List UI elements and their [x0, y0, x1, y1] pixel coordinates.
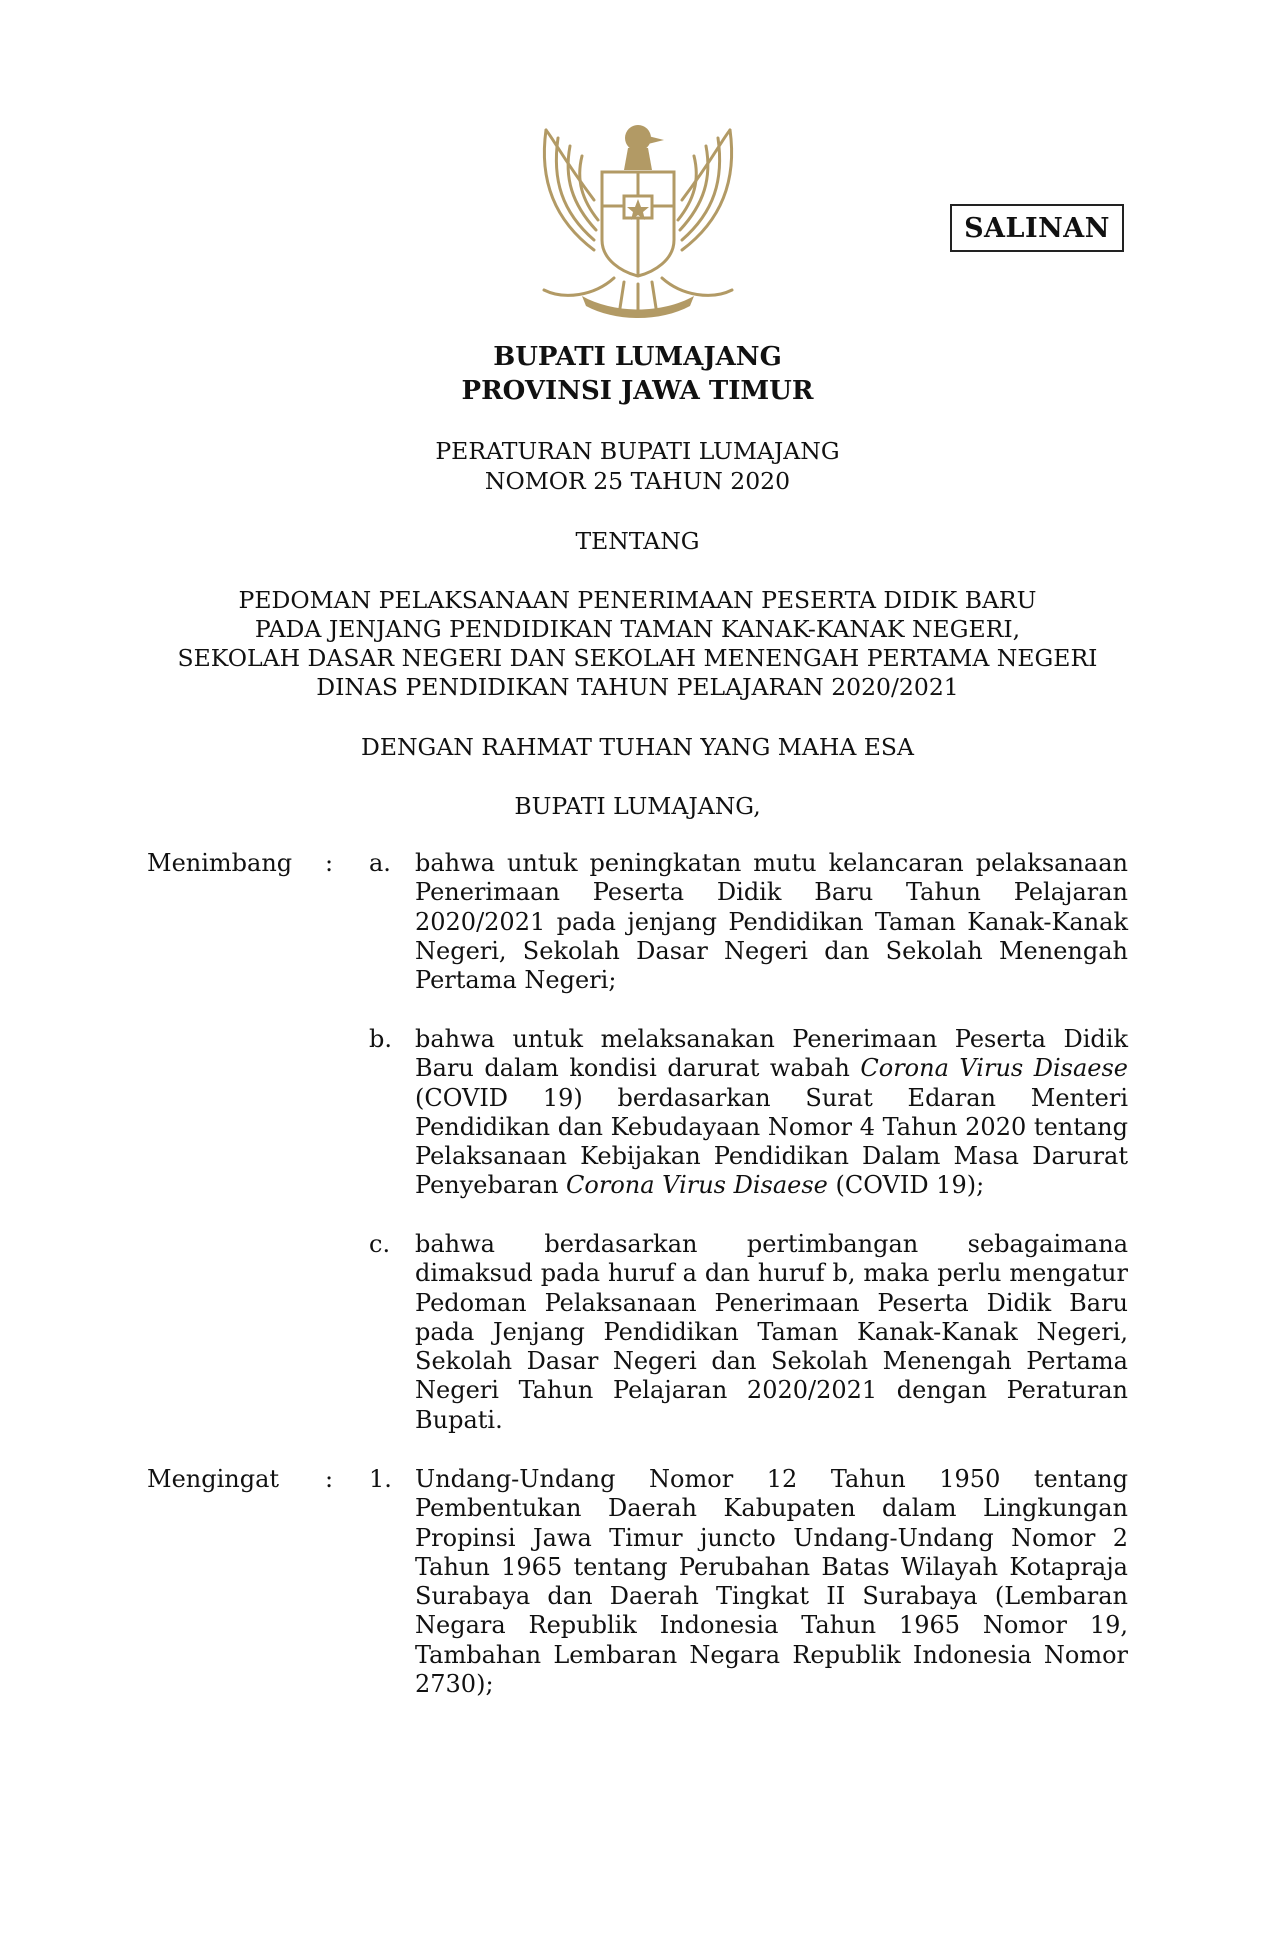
item-b-text-3: (COVID 19);: [827, 1171, 985, 1200]
menimbang-label: Menimbang: [147, 849, 293, 877]
blessing-line: DENGAN RAHMAT TUHAN YANG MAHA ESA: [360, 733, 915, 761]
garuda-pancasila-emblem: [524, 100, 752, 322]
item-b-italic-1: Corona Virus Disaese: [860, 1054, 1129, 1083]
mengingat-label: Mengingat: [147, 1465, 280, 1493]
menimbang-item-a: bahwa untuk peningkatan mutu kelancaran pelaksanaan Penerimaan Peserta Didik Baru Tahun Pelajaran 2020/2021 pada jenjang Pendidikan Taman Kanak-Kanak Negeri, Sekolah Dasar Negeri dan Sekolah Menengah Pertama Negeri;: [415, 849, 1128, 995]
menimbang-item-c: bahwa berdasarkan pertimbangan sebagaimana dimaksud pada huruf a dan huruf b, maka perlu mengatur Pedoman Pelaksanaan Penerimaan Peserta Didik Baru pada Jenjang Pendidikan Taman Kanak-Kanak Negeri, Sekolah Dasar Negeri dan Sekolah Menengah Pertama Negeri Tahun Pelajaran 2020/2021 dengan Peraturan Bupati.: [415, 1230, 1128, 1434]
header-line-2: PROVINSI JAWA TIMUR: [461, 376, 814, 406]
menimbang-colon: :: [325, 849, 334, 877]
item-b-text-2: (COVID 19) berdasarkan Surat Edaran Menteri Pendidikan dan Kebudayaan Nomor 4 Tahun 2020 tentang Pelaksanaan Kebijakan Pendidikan Dalam Masa Darurat Penyebaran: [415, 1083, 1128, 1200]
header-line-1: BUPATI LUMAJANG: [493, 342, 782, 372]
mengingat-colon: :: [325, 1465, 334, 1493]
issuer-line: BUPATI LUMAJANG,: [514, 792, 761, 820]
subject-line: SEKOLAH DASAR NEGERI DAN SEKOLAH MENENGAH PERTAMA NEGERI: [177, 644, 1098, 672]
subject-line: PADA JENJANG PENDIDIKAN TAMAN KANAK-KANAK NEGERI,: [254, 615, 1021, 643]
regulation-number: NOMOR 25 TAHUN 2020: [484, 467, 791, 495]
item-b-text-1: bahwa untuk melaksanakan Penerimaan Peserta Didik Baru dalam kondisi darurat wabah: [415, 1025, 1128, 1083]
regulation-title: PERATURAN BUPATI LUMAJANG: [435, 437, 840, 465]
about-label: TENTANG: [575, 527, 700, 555]
item-marker: b.: [369, 1025, 392, 1053]
subject-line: PEDOMAN PELAKSANAAN PENERIMAAN PESERTA DIDIK BARU: [238, 586, 1037, 614]
item-b-italic-2: Corona Virus Disaese: [566, 1171, 828, 1200]
salinan-stamp: SALINAN: [950, 204, 1124, 252]
item-marker: c.: [369, 1230, 391, 1258]
menimbang-item-b: [415, 1025, 1128, 1201]
item-marker: 1.: [369, 1465, 392, 1493]
mengingat-item-1: Undang-Undang Nomor 12 Tahun 1950 tentang Pembentukan Daerah Kabupaten dalam Lingkungan Propinsi Jawa Timur juncto Undang-Undang Nomor 2 Tahun 1965 tentang Perubahan Batas Wilayah Kotapraja Surabaya dan Daerah Tingkat II Surabaya (Lembaran Negara Republik Indonesia Tahun 1965 Nomor 19, Tambahan Lembaran Negara Republik Indonesia Nomor 2730);: [415, 1465, 1128, 1699]
subject-line: DINAS PENDIDIKAN TAHUN PELAJARAN 2020/2021: [316, 673, 959, 701]
item-marker: a.: [369, 849, 391, 877]
